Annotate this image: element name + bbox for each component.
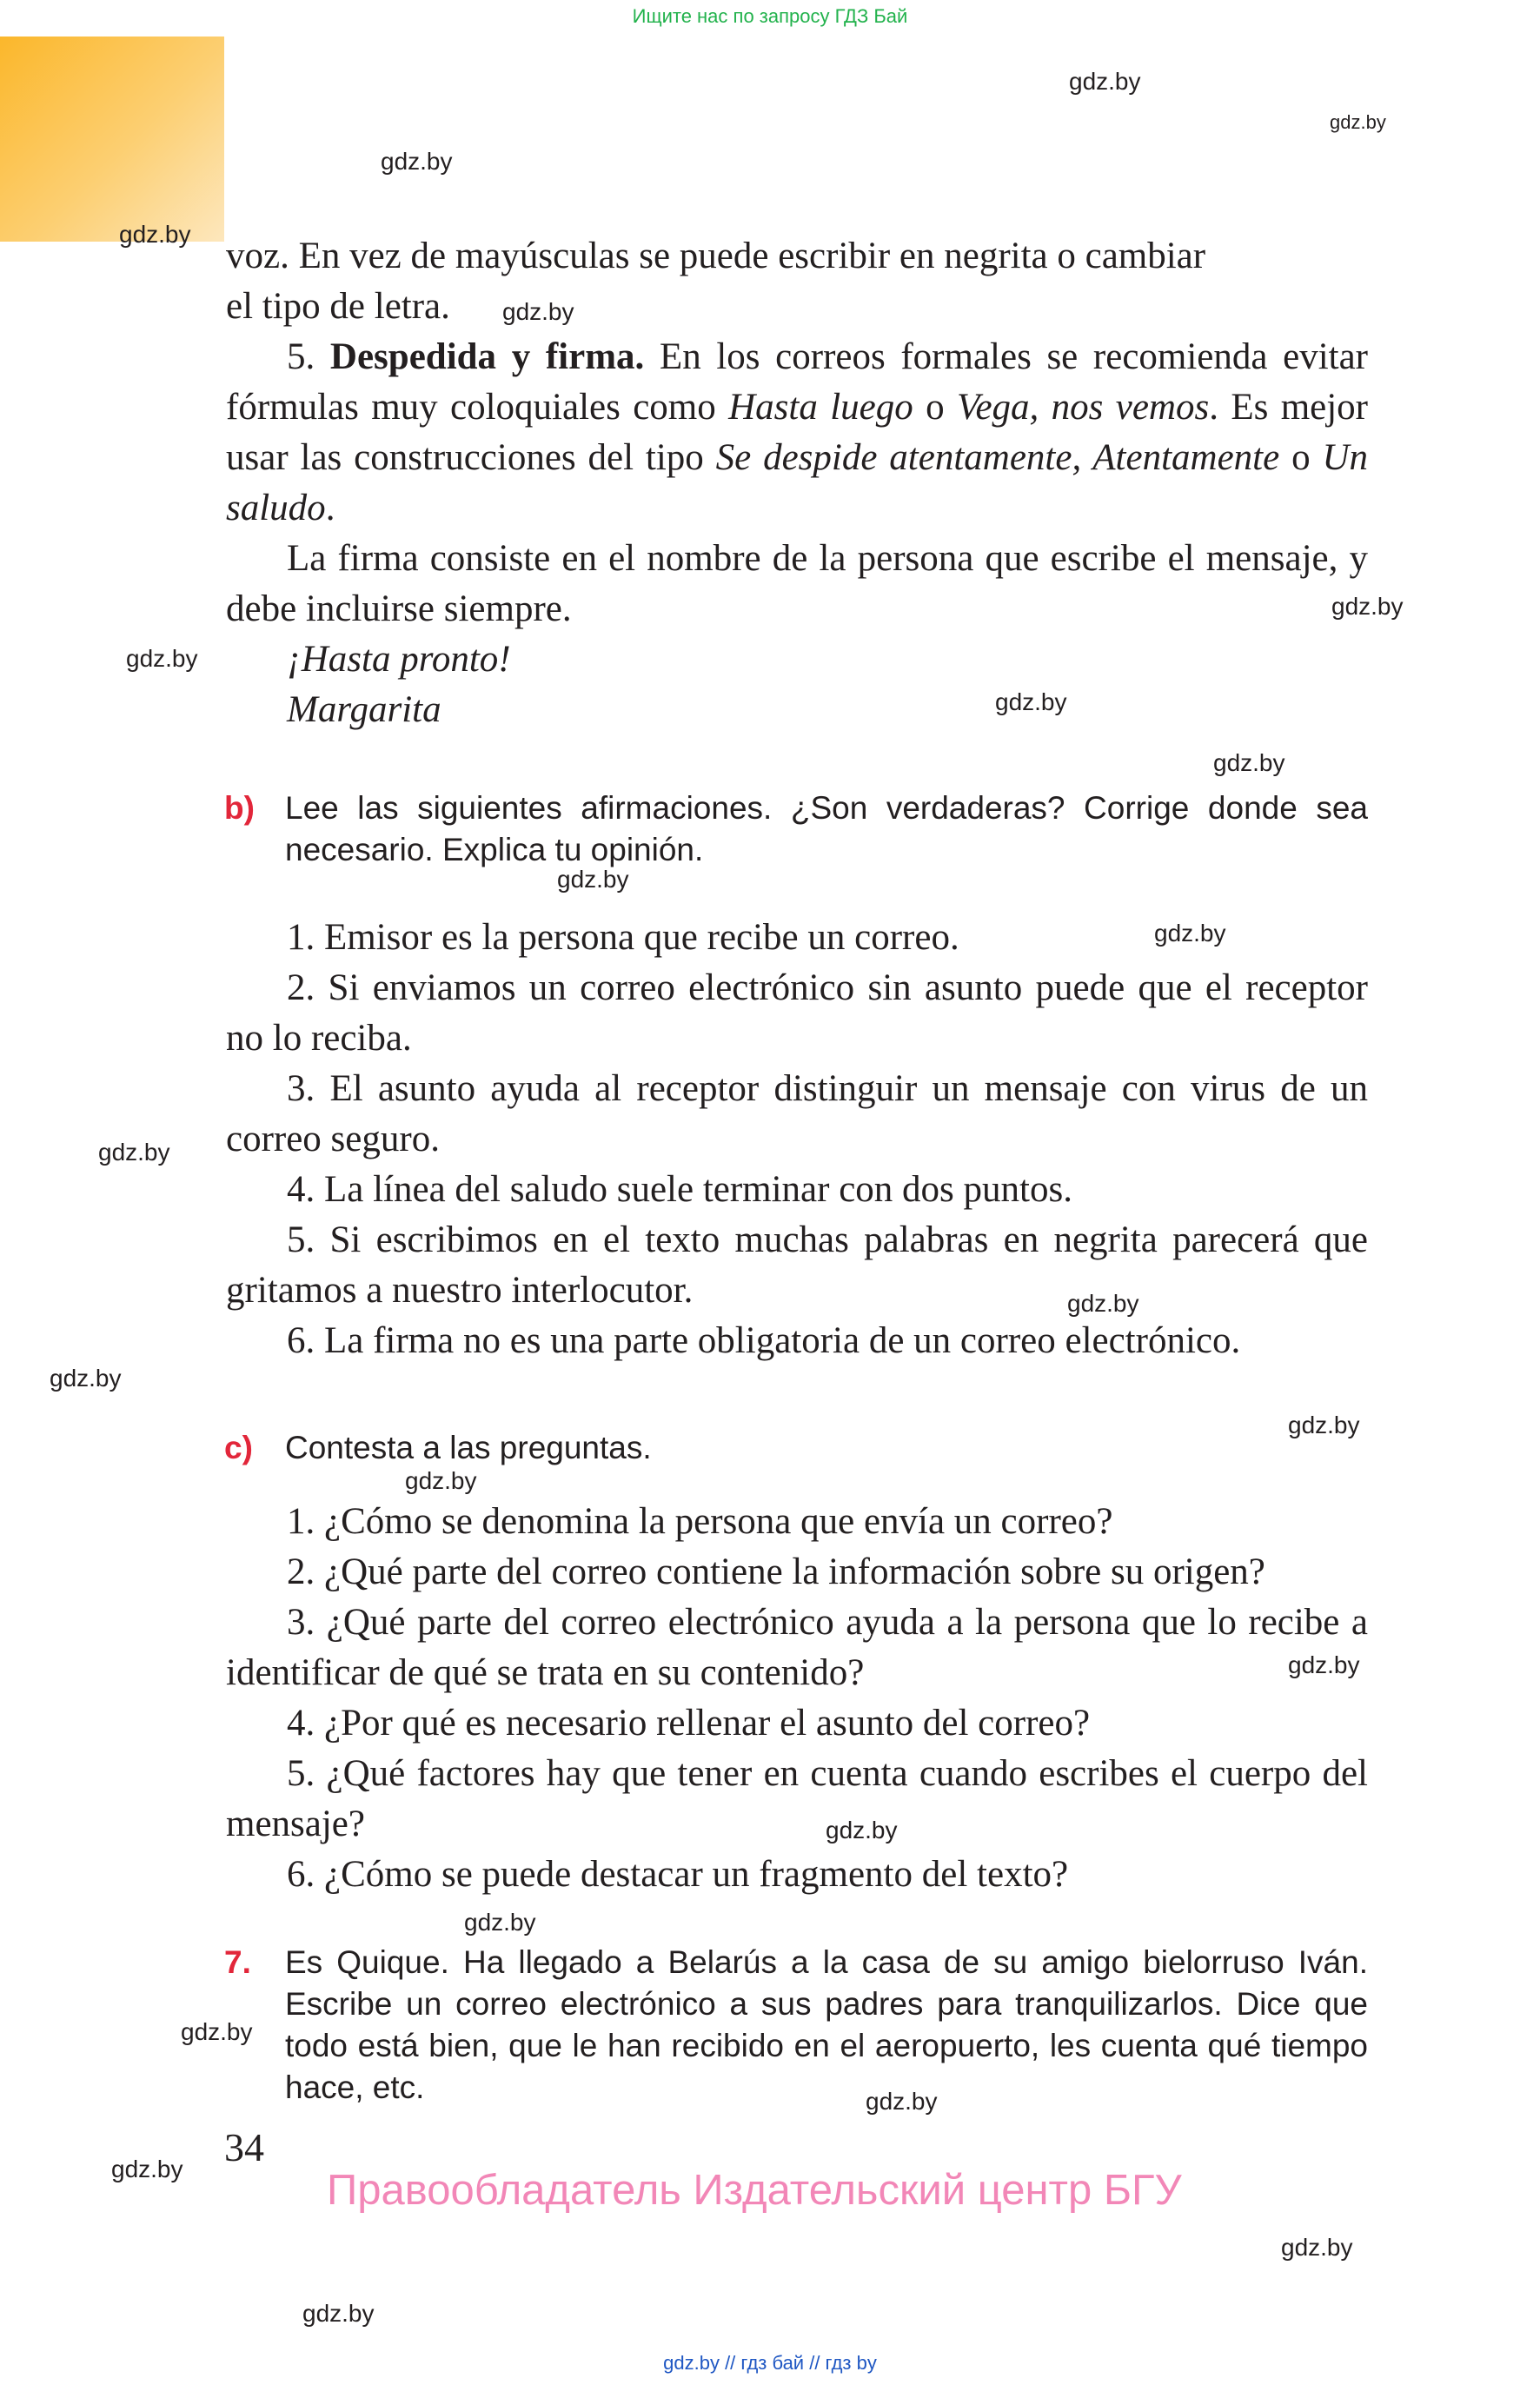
task-instruction: Es Quique. Ha llegado a Belarús a la casa de su amigo bielorruso Iván. Escribe un correo electrónico a sus padres para tranquilizarlos. Dice que todo está bien, que le han recibido en el aeropuerto, les cuenta qué tiempo hace, etc. bbox=[285, 1944, 1368, 2105]
list-item: 5. Si escribimos en el texto muchas palabras en negrita parecerá que gritamos a nuestro interlocutor. bbox=[226, 1219, 1368, 1311]
watermark: gdz.by bbox=[1330, 111, 1386, 133]
point-5-number: 5. bbox=[287, 336, 315, 377]
task-7 bbox=[224, 1942, 1368, 2109]
list-item: 5. ¿Qué factores hay que tener en cuenta cuando escribes el cuerpo del mensaje? bbox=[226, 1753, 1368, 1844]
closing-greeting: ¡Hasta pronto! bbox=[287, 639, 511, 680]
body-line: voz. En vez de mayúsculas se puede escribir en negrita o cambiar bbox=[226, 236, 1206, 276]
watermark: gdz.by bbox=[181, 2018, 253, 2045]
watermark: gdz.by bbox=[866, 2088, 938, 2115]
page-number: 34 bbox=[224, 2125, 264, 2169]
watermark: gdz.by bbox=[302, 2300, 375, 2327]
list-item: 6. La firma no es una parte obligatoria de un correo electrónico. bbox=[287, 1320, 1241, 1361]
point-5-example: Vega, nos vemos bbox=[956, 387, 1210, 428]
watermark: gdz.by bbox=[1281, 2234, 1353, 2261]
watermark: gdz.by bbox=[1288, 1651, 1360, 1678]
watermark: gdz.by bbox=[557, 866, 629, 893]
point-5-title: Despedida y firma. bbox=[329, 336, 645, 377]
list-item: 6. ¿Cómo se puede destacar un fragmento del texto? bbox=[287, 1854, 1069, 1895]
task-c bbox=[224, 1427, 1368, 1469]
closing-name: Margarita bbox=[287, 689, 441, 730]
rights-notice: Правообладатель Издательский центр БГУ bbox=[327, 2167, 1182, 2214]
watermark: gdz.by bbox=[1331, 593, 1404, 620]
watermark: gdz.by bbox=[502, 298, 574, 325]
point-5-example: Un saludo bbox=[226, 437, 1368, 528]
body-line: el tipo de letra. bbox=[226, 286, 450, 327]
watermark: gdz.by bbox=[1288, 1412, 1360, 1438]
watermark: gdz.by bbox=[1213, 749, 1285, 776]
task-label: c) bbox=[224, 1430, 253, 1465]
watermark: gdz.by bbox=[405, 1467, 477, 1494]
task-instruction: Contesta a las preguntas. bbox=[285, 1430, 652, 1465]
list-item: 2. Si enviamos un correo electrónico sin asunto puede que el receptor no lo reciba. bbox=[226, 967, 1368, 1059]
point-5-paragraph bbox=[226, 332, 1368, 534]
list-item: 4. La línea del saludo suele terminar con dos puntos. bbox=[287, 1169, 1072, 1210]
point-5-text: . Es mejor usar las construcciones del tipo bbox=[226, 387, 1368, 478]
watermark: gdz.by bbox=[119, 221, 191, 248]
watermark: gdz.by bbox=[98, 1139, 170, 1166]
task-label: b) bbox=[224, 790, 255, 826]
watermark: gdz.by bbox=[50, 1365, 122, 1392]
point-5-example: Se despide atentamente, Atentamente bbox=[715, 437, 1280, 478]
watermark: gdz.by bbox=[111, 2156, 183, 2182]
task-b bbox=[224, 787, 1368, 871]
task-label: 7. bbox=[224, 1944, 251, 1980]
point-5-text: o bbox=[1279, 437, 1323, 478]
list-item: 1. ¿Cómo se denomina la persona que envía un correo? bbox=[287, 1501, 1113, 1542]
bottom-banner: gdz.by // гдз бай // гдз by bbox=[663, 2352, 877, 2374]
list-item: 3. El asunto ayuda al receptor distinguir un mensaje con virus de un correo seguro. bbox=[226, 1068, 1368, 1159]
point-5-text: En los correos formales se recomienda evitar fórmulas muy coloquiales como bbox=[226, 336, 1369, 428]
watermark: gdz.by bbox=[1067, 1290, 1139, 1317]
list-item: 3. ¿Qué parte del correo electrónico ayuda a la persona que lo recibe a identificar de qué se trata en su contenido? bbox=[226, 1602, 1368, 1693]
watermark: gdz.by bbox=[1154, 920, 1226, 947]
watermark: gdz.by bbox=[126, 645, 198, 672]
corner-decoration bbox=[0, 37, 224, 242]
list-item: 2. ¿Qué parte del correo contiene la información sobre su origen? bbox=[287, 1551, 1265, 1592]
point-5-text: o bbox=[913, 387, 957, 428]
watermark: gdz.by bbox=[381, 148, 453, 175]
watermark: gdz.by bbox=[1069, 68, 1141, 95]
list-item: 4. ¿Por qué es necesario rellenar el asunto del correo? bbox=[287, 1703, 1091, 1744]
list-item: 1. Emisor es la persona que recibe un correo. bbox=[287, 917, 959, 958]
task-instruction: Lee las siguientes afirmaciones. ¿Son verdaderas? Corrige donde sea necesario. Explica tu opinión. bbox=[285, 790, 1368, 867]
point-5-text: . bbox=[325, 488, 335, 528]
watermark: gdz.by bbox=[464, 1909, 536, 1936]
top-banner: Ищите нас по запросу ГДЗ Бай bbox=[632, 5, 908, 27]
point-5-example: Hasta luego bbox=[728, 387, 913, 428]
watermark: gdz.by bbox=[995, 688, 1067, 715]
watermark: gdz.by bbox=[826, 1817, 898, 1844]
signature-paragraph: La firma consiste en el nombre de la persona que escribe el mensaje, y debe incluirse siempre. bbox=[226, 538, 1368, 629]
